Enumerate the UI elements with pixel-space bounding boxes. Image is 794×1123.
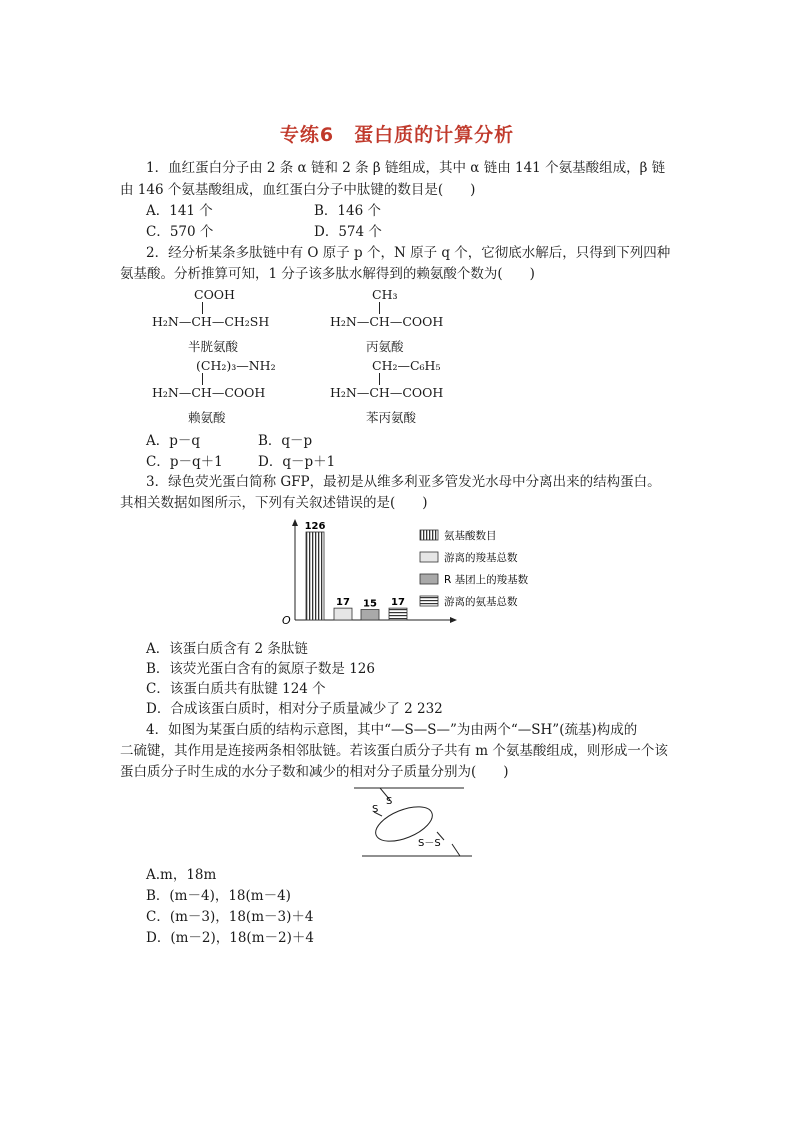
q3-option-b: B．该荧光蛋白含有的氮原子数是 126	[146, 661, 375, 677]
legend-label-3: R 基团上的羧基数	[444, 574, 529, 586]
sulfur-label-top-left: S	[372, 804, 379, 815]
bar-3	[361, 610, 379, 620]
bar-value-label-2: 17	[336, 597, 350, 609]
alanine-side-chain: CH₃	[372, 287, 398, 302]
q3-option-d: D．合成该蛋白质时，相对分子质量减少了 2 232	[146, 701, 443, 717]
chart-origin-label: O	[282, 614, 291, 627]
q3-option-c: C．该蛋白质共有肽键 124 个	[146, 681, 326, 697]
legend-label-1: 氨基酸数目	[444, 530, 497, 542]
alanine-formula: H₂N—CH—COOH	[330, 314, 444, 329]
q4-option-c: C．(m－3)，18(m－3)＋4	[146, 909, 314, 925]
lysine-bond	[202, 373, 203, 385]
disulfide-label-bottom: S－S	[418, 838, 441, 849]
bar-2	[334, 608, 352, 620]
q2-stem-line1: 2．经分析某条多肽链中有 O 原子 p 个，N 原子 q 个，它彻底水解后，只得到下列四种	[146, 245, 671, 261]
q2-option-d: D．q－p＋1	[258, 454, 336, 470]
q1-option-d: D．574 个	[314, 224, 382, 240]
q1-option-b: B．146 个	[314, 203, 381, 219]
q2-option-a: A．p－q	[146, 433, 201, 449]
page-title: 专练6 蛋白质的计算分析	[279, 124, 515, 146]
bond-bottom-link-b	[452, 844, 460, 856]
legend-swatch-2	[420, 552, 438, 562]
phenylalanine-side-chain: CH₂—C₆H₅	[372, 358, 441, 373]
q4-option-b: B．(m－4)，18(m－4)	[146, 888, 291, 904]
bar-value-label-3: 15	[363, 598, 377, 610]
sulfur-label-top-right: S	[386, 796, 393, 807]
q1-option-c: C．570 个	[146, 224, 214, 240]
cysteine-name: 半胱氨酸	[188, 339, 239, 354]
q4-option-d: D．(m－2)，18(m－2)＋4	[146, 930, 314, 946]
phenylalanine-bond	[379, 373, 380, 385]
cysteine-bond	[202, 302, 203, 314]
q1-stem-line2: 由 146 个氨基酸组成，血红蛋白分子中肽键的数目是( )	[120, 182, 476, 198]
lysine-formula: H₂N—CH—COOH	[152, 385, 266, 400]
legend-swatch-1	[420, 530, 438, 540]
q3-stem-line1: 3．绿色荧光蛋白简称 GFP，最初是从维多利亚多管发光水母中分离出来的结构蛋白。	[146, 474, 661, 490]
q2-stem-line2: 氨基酸。分析推算可知，1 分子该多肽水解得到的赖氨酸个数为( )	[120, 266, 535, 282]
gfp-bar-chart	[276, 516, 538, 630]
q1-option-a: A．141 个	[146, 203, 213, 219]
q1-stem-line1: 1．血红蛋白分子由 2 条 α 链和 2 条 β 链组成，其中 α 链由 141 个氨基酸组成，β 链	[146, 160, 666, 176]
q3-option-a: A．该蛋白质含有 2 条肽链	[146, 641, 308, 657]
cysteine-side-chain: COOH	[194, 287, 235, 302]
phenylalanine-name: 苯丙氨酸	[366, 410, 417, 425]
q4-stem-line1: 4．如图为某蛋白质的结构示意图，其中“—S—S—”为由两个“—SH”(巯基)构成的	[146, 722, 638, 738]
q2-option-b: B．q－p	[258, 433, 313, 449]
lysine-side-chain: (CH₂)₃—NH₂	[196, 358, 276, 373]
lysine-name: 赖氨酸	[188, 410, 226, 425]
alanine-bond	[379, 302, 380, 314]
legend-swatch-3	[420, 574, 438, 584]
q4-stem-line3: 蛋白质分子时生成的水分子数和减少的相对分子质量分别为( )	[120, 764, 509, 780]
q3-stem-line2: 其相关数据如图所示，下列有关叙述错误的是( )	[120, 495, 428, 511]
bar-value-label-1: 126	[304, 521, 326, 532]
legend-label-2: 游离的羧基总数	[444, 552, 518, 564]
bar-4	[389, 608, 407, 620]
bar-value-label-4: 17	[391, 597, 405, 609]
alanine-name: 丙氨酸	[366, 339, 404, 354]
q2-option-c: C．p－q＋1	[146, 454, 223, 470]
legend-swatch-4	[420, 596, 438, 606]
q4-stem-line2: 二硫键，其作用是连接两条相邻肽链。若该蛋白质分子共有 m 个氨基酸组成，则形成一个该	[120, 743, 668, 759]
cysteine-formula: H₂N—CH—CH₂SH	[152, 314, 270, 329]
phenylalanine-formula: H₂N—CH—COOH	[330, 385, 444, 400]
disulfide-bond-diagram	[352, 784, 474, 862]
legend-label-4: 游离的氨基总数	[444, 596, 518, 608]
q4-option-a: A.m，18m	[146, 867, 217, 883]
bar-1	[306, 532, 324, 620]
